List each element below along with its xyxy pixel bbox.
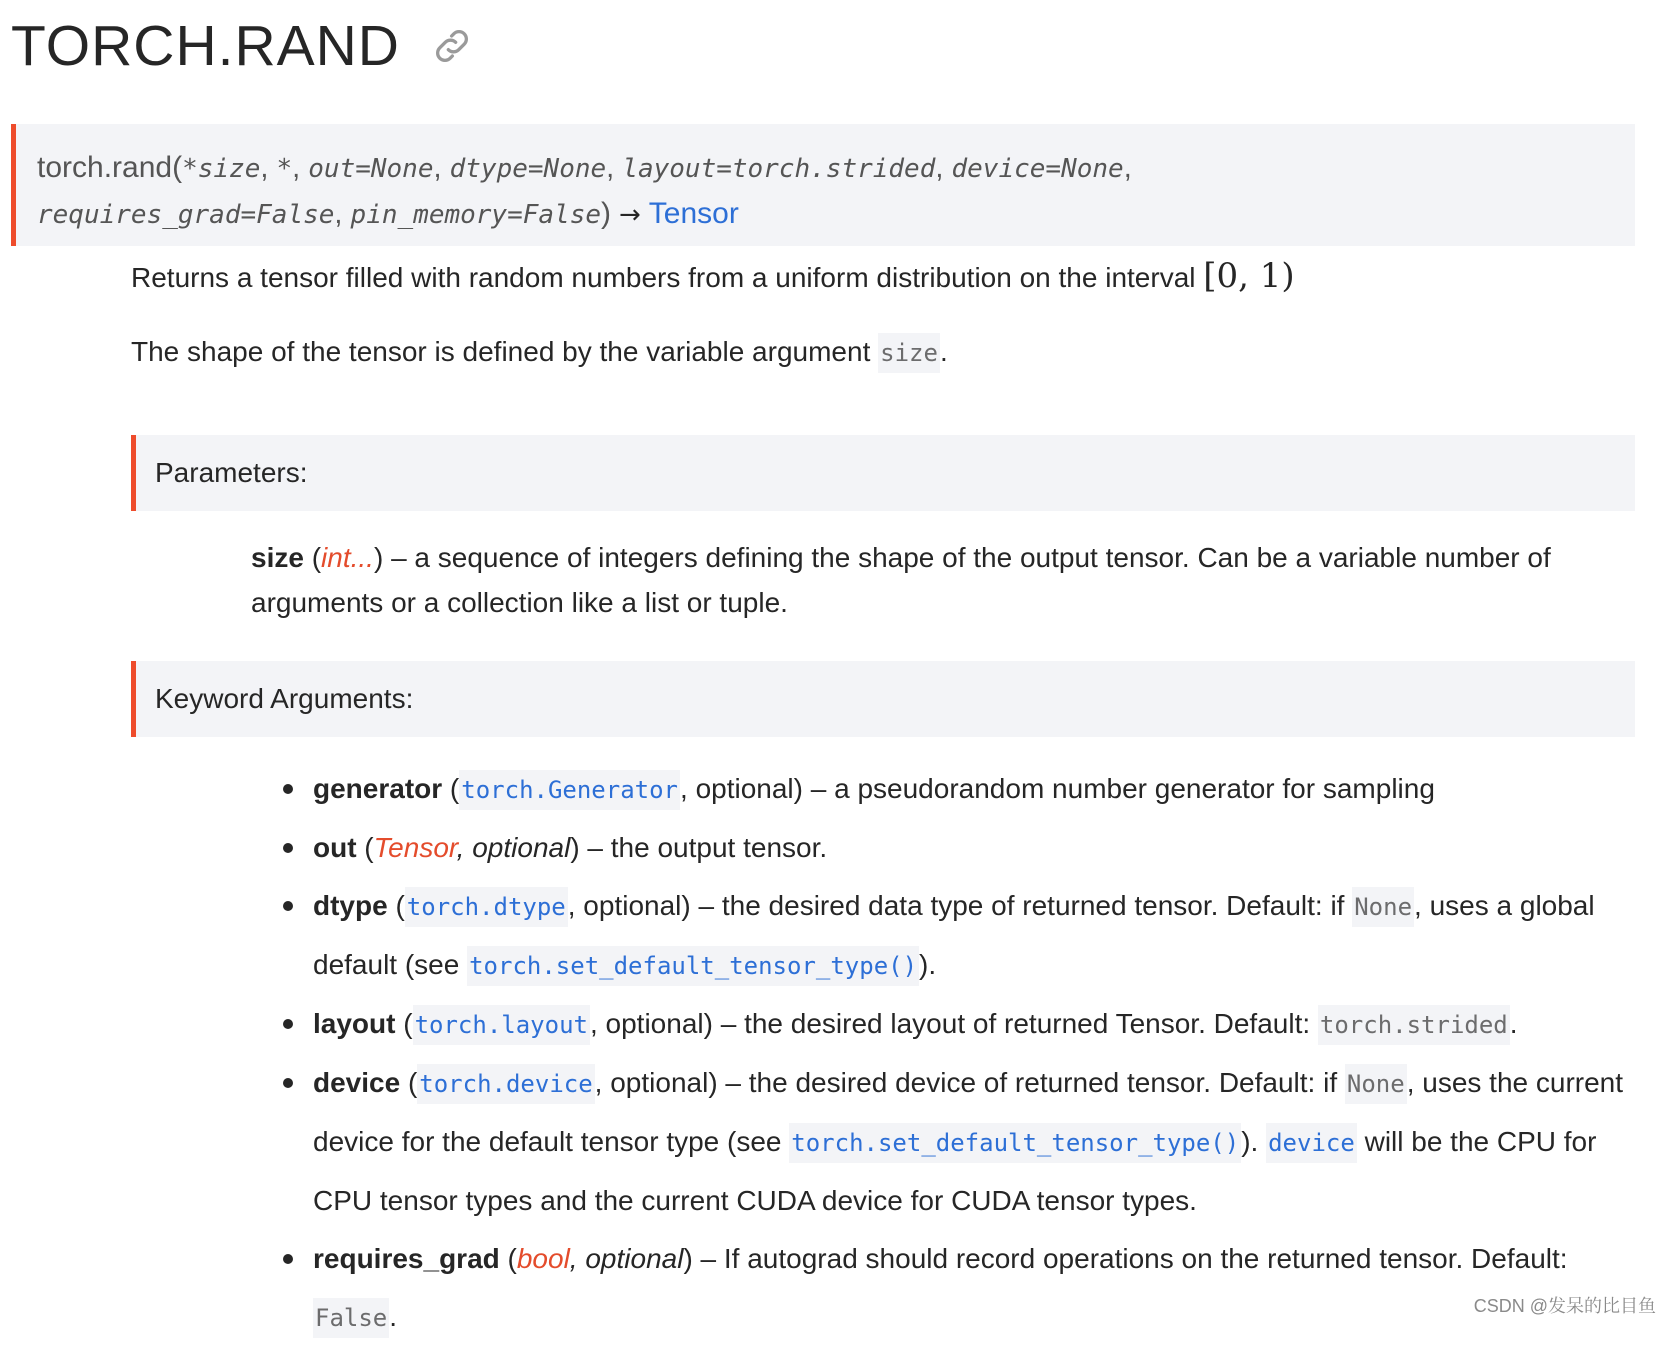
param-out: out=None	[308, 154, 434, 184]
param-requires-grad: requires_grad=False	[37, 200, 335, 230]
list-item: out (Tensor, optional) – the output tensor.	[283, 819, 1633, 877]
list-item: dtype (torch.dtype, optional) – the desired data type of returned tensor. Default: if None, uses a global default (see torch.set_default_tensor_type()).	[283, 877, 1633, 995]
param-name: size	[251, 542, 304, 573]
bullet-icon	[283, 1078, 293, 1088]
signature-block	[11, 124, 1635, 246]
close-paren: )	[601, 197, 611, 230]
kw-desc: – the output tensor.	[579, 832, 828, 863]
sig-comma: ,	[935, 152, 952, 184]
list-item: layout (torch.layout, optional) – the desired layout of returned Tensor. Default: torch.strided.	[283, 995, 1633, 1054]
type-link-device[interactable]: torch.device	[417, 1064, 594, 1104]
param-device: device=None	[951, 154, 1124, 184]
link-device[interactable]: device	[1266, 1123, 1357, 1163]
kw-desc: – a pseudorandom number generator for sampling	[802, 773, 1435, 804]
page-title: TORCH.RAND	[11, 14, 400, 78]
bullet-icon	[283, 1019, 293, 1029]
keyword-args-list	[283, 760, 1633, 1347]
list-item: generator (torch.Generator, optional) – a pseudorandom number generator for sampling	[283, 760, 1633, 819]
kw-desc: will be the CPU for CPU tensor types and the current CUDA device for CUDA tensor types.	[313, 1126, 1597, 1216]
kw-desc: – the desired device of returned tensor. Default: if	[717, 1067, 1345, 1098]
param-text: – a sequence of integers defining the shape of the output tensor. Can be a variable number of arguments or a collection like a list or tuple.	[251, 542, 1551, 618]
kw-desc: .	[1509, 1008, 1518, 1039]
inline-code-none: None	[1352, 887, 1414, 927]
sig-comma: ,	[292, 152, 309, 184]
kw-name: layout	[313, 1008, 396, 1039]
signature-line-1	[37, 144, 1635, 190]
kw-opt: , optional)	[567, 890, 691, 921]
description-text: The shape of the tensor is defined by the variable argument	[131, 336, 879, 367]
kw-desc: – If autograd should record operations on the returned tensor. Default:	[692, 1243, 1568, 1274]
kw-opt: , optional)	[589, 1008, 713, 1039]
bullet-icon	[283, 1254, 293, 1264]
kw-desc: , uses the current device for the default tensor type (see	[313, 1067, 1624, 1157]
link-set-default-tensor-type[interactable]: torch.set_default_tensor_type()	[467, 946, 919, 986]
return-type-link[interactable]: Tensor	[648, 197, 739, 230]
bullet-icon	[283, 901, 293, 911]
param-star: *	[276, 154, 293, 184]
kw-name: dtype	[313, 890, 388, 921]
param-layout: layout=torch.strided	[622, 154, 936, 184]
open-paren: (	[172, 151, 183, 184]
kw-opt: , optional	[456, 832, 571, 863]
type-link-generator[interactable]: torch.Generator	[459, 770, 680, 810]
parameter-size-description: size (int...) – a sequence of integers defining the shape of the output tensor. Can be a variable number of arguments or a collection like a list or tuple.	[251, 542, 1551, 618]
description-paragraph-2	[131, 336, 948, 368]
kw-desc: .	[389, 1301, 398, 1332]
kw-name: requires_grad	[313, 1243, 500, 1274]
type-link-dtype[interactable]: torch.dtype	[405, 887, 568, 927]
param-dtype: dtype=None	[449, 154, 607, 184]
inline-code-size: size	[878, 333, 940, 373]
inline-code-strided: torch.strided	[1318, 1005, 1510, 1045]
list-item: device (torch.device, optional) – the desired device of returned tensor. Default: if None, uses the current device for the default tensor type (see torch.set_default_tensor_type()). device will be the CPU for CPU tensor types and the current CUDA device for CUDA tensor types.	[283, 1054, 1633, 1230]
return-arrow: →	[619, 200, 641, 230]
kw-desc: ).	[919, 949, 937, 980]
type-link-layout[interactable]: torch.layout	[413, 1005, 590, 1045]
kw-name: out	[313, 832, 357, 863]
sig-comma: ,	[433, 152, 450, 184]
kw-opt: , optional)	[680, 773, 803, 804]
sig-comma: ,	[1123, 152, 1132, 184]
description-paragraph-1	[131, 256, 1295, 296]
sig-comma: ,	[260, 152, 277, 184]
link-set-default-tensor-type[interactable]: torch.set_default_tensor_type()	[789, 1123, 1241, 1163]
keyword-args-heading	[131, 661, 1635, 737]
description-text: Returns a tensor filled with random numbers from a uniform distribution on the interval	[131, 262, 1204, 293]
permalink-icon[interactable]	[430, 24, 474, 68]
kw-desc: , uses a global default (see	[313, 890, 1595, 980]
interval-math: [0, 1)	[1203, 256, 1295, 296]
description-text: .	[939, 336, 948, 367]
kw-name: generator	[313, 773, 443, 804]
inline-code-none: None	[1345, 1064, 1407, 1104]
type-link-tensor[interactable]: Tensor	[373, 832, 457, 863]
kw-desc: – the desired data type of returned tensor. Default: if	[690, 890, 1353, 921]
function-name: torch.rand	[37, 151, 173, 184]
page-title-row	[11, 6, 474, 86]
keyword-args-heading-text: Keyword Arguments:	[155, 683, 414, 714]
bullet-icon	[283, 784, 293, 794]
sig-comma: ,	[606, 152, 623, 184]
kw-opt: , optional)	[594, 1067, 718, 1098]
parameters-heading-text: Parameters:	[155, 457, 308, 488]
param-size: *size	[182, 154, 261, 184]
kw-opt: , optional	[569, 1243, 684, 1274]
parameters-heading	[131, 435, 1635, 511]
param-type-link[interactable]: int...	[321, 542, 374, 573]
watermark: CSDN @发呆的比目鱼	[1473, 1296, 1656, 1316]
signature-line-2	[37, 190, 1635, 236]
list-item: requires_grad (bool, optional) – If autograd should record operations on the returned tensor. Default: False.	[283, 1230, 1633, 1347]
param-pin-memory: pin_memory=False	[350, 200, 601, 230]
kw-desc: ).	[1241, 1126, 1267, 1157]
type-link-bool[interactable]: bool	[516, 1243, 570, 1274]
kw-name: device	[313, 1067, 401, 1098]
inline-code-false: False	[313, 1298, 389, 1338]
kw-desc: – the desired layout of returned Tensor. Default:	[712, 1008, 1318, 1039]
bullet-icon	[283, 843, 293, 853]
sig-comma: ,	[334, 198, 351, 230]
